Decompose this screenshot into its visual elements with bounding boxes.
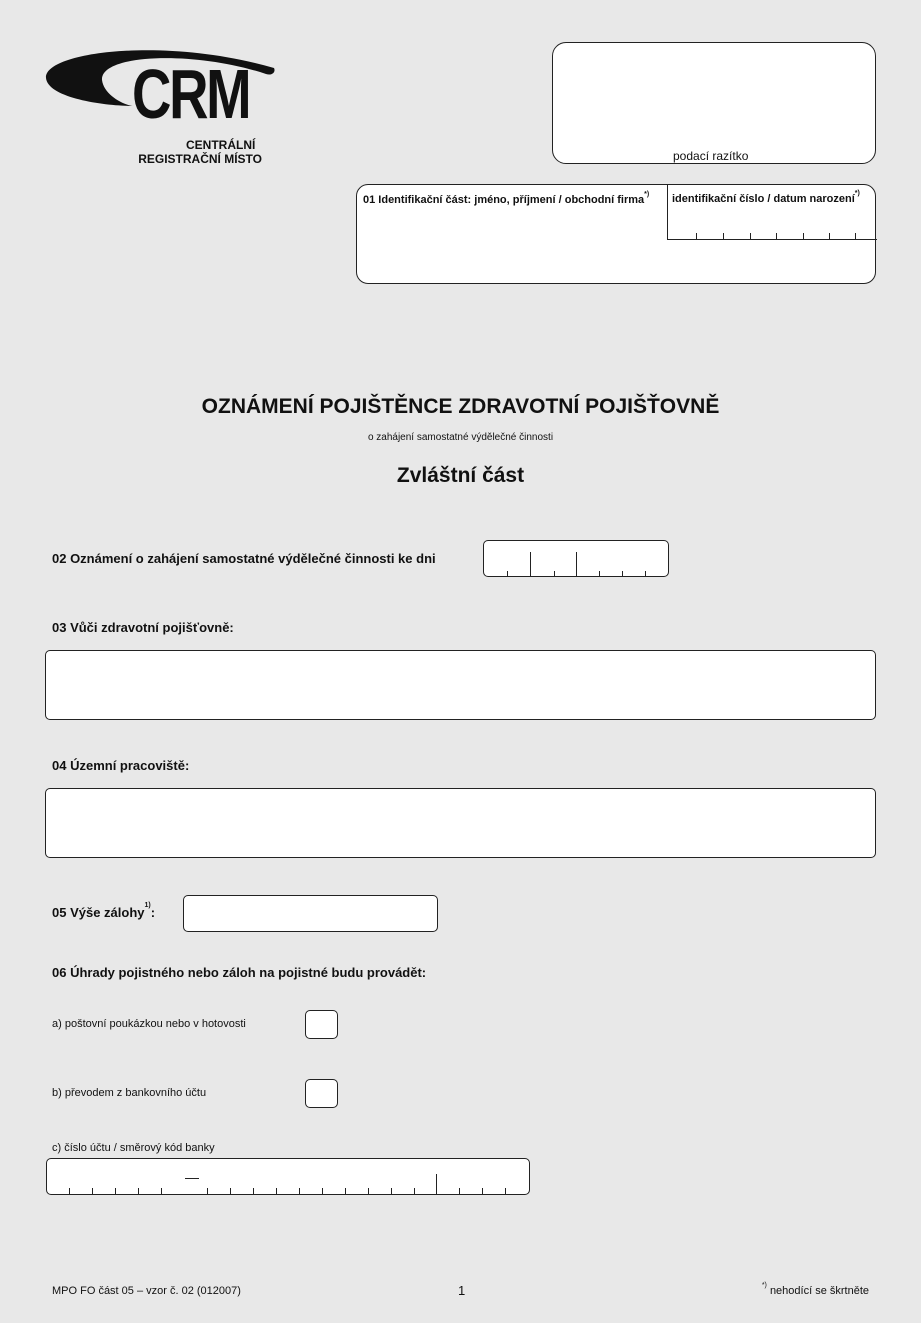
- account-tick: [69, 1188, 70, 1194]
- date-tick: [576, 552, 577, 576]
- option-a-checkbox[interactable]: [305, 1010, 338, 1039]
- footer-note: [761, 1282, 869, 1297]
- page-title: OZNÁMENÍ POJIŠTĚNCE ZDRAVOTNÍ POJIŠŤOVNĚ: [201, 395, 720, 418]
- account-tick: [345, 1188, 346, 1194]
- option-c-label: c) číslo účtu / směrový kód banky: [52, 1142, 215, 1154]
- id-number-label-text: identifikační číslo / datum narození: [672, 193, 855, 205]
- id-number-label-sup: *): [854, 190, 860, 197]
- account-tick: [299, 1188, 300, 1194]
- account-tick: [459, 1188, 460, 1194]
- insurance-company-label: 03 Vůči zdravotní pojišťovně:: [52, 620, 234, 635]
- identification-label-sup: *): [644, 191, 650, 198]
- id-tick: [803, 233, 804, 239]
- account-separator: —: [185, 1169, 199, 1185]
- regional-office-field[interactable]: [45, 788, 876, 858]
- date-tick: [507, 571, 508, 576]
- start-date-label: 02 Oznámení o zahájení samostatné výdělečné činnosti ke dni: [52, 551, 436, 566]
- id-tick: [750, 233, 751, 239]
- id-number-label: [672, 190, 860, 205]
- account-tick: [207, 1188, 208, 1194]
- account-tick: [436, 1174, 437, 1194]
- id-tick: [776, 233, 777, 239]
- account-tick: [391, 1188, 392, 1194]
- date-tick: [599, 571, 600, 576]
- bank-account-field[interactable]: [46, 1158, 530, 1195]
- payment-method-label: 06 Úhrady pojistného nebo záloh na pojistné budu provádět:: [52, 965, 427, 980]
- identification-label: [363, 191, 650, 206]
- account-tick: [115, 1188, 116, 1194]
- identification-label-text: 01 Identifikační část: jméno, příjmení / obchodní firma: [363, 194, 645, 206]
- account-tick: [92, 1188, 93, 1194]
- start-date-field[interactable]: [483, 540, 669, 577]
- account-tick: [368, 1188, 369, 1194]
- id-tick: [723, 233, 724, 239]
- advance-amount-label-sup: 1): [144, 902, 151, 909]
- page-subtitle: o zahájení samostatné výdělečné činnosti: [367, 432, 554, 443]
- account-tick: [253, 1188, 254, 1194]
- id-tick: [696, 233, 697, 239]
- date-tick: [530, 552, 531, 576]
- footer-note-text: nehodící se škrtněte: [769, 1285, 869, 1297]
- id-number-field[interactable]: [667, 184, 877, 240]
- date-tick: [645, 571, 646, 576]
- account-tick: [230, 1188, 231, 1194]
- account-tick: [276, 1188, 277, 1194]
- date-tick: [622, 571, 623, 576]
- account-tick: [161, 1188, 162, 1194]
- stamp-label: podací razítko: [673, 149, 749, 163]
- option-b-checkbox[interactable]: [305, 1079, 338, 1108]
- advance-amount-label-colon: :: [150, 905, 156, 920]
- account-tick: [138, 1188, 139, 1194]
- date-tick: [554, 571, 555, 576]
- account-tick: [482, 1188, 483, 1194]
- option-b-label: b) převodem z bankovního účtu: [52, 1087, 207, 1099]
- advance-amount-label: [52, 902, 156, 920]
- footer-form-id: MPO FO část 05 – vzor č. 02 (012007): [52, 1285, 241, 1297]
- crm-logo-line1: CENTRÁLNÍ: [186, 138, 256, 152]
- regional-office-label: 04 Územní pracoviště:: [52, 758, 190, 773]
- crm-logo-mark: CRM: [132, 55, 250, 133]
- crm-logo: [44, 40, 279, 170]
- id-tick: [855, 233, 856, 239]
- stamp-box[interactable]: [552, 42, 876, 164]
- advance-amount-label-text: 05 Výše zálohy: [52, 905, 145, 920]
- footer-note-sup: *): [761, 1282, 767, 1289]
- option-a-label: a) poštovní poukázkou nebo v hotovosti: [52, 1018, 246, 1030]
- insurance-company-field[interactable]: [45, 650, 876, 720]
- footer-page-number: 1: [458, 1283, 466, 1298]
- crm-logo-line2: REGISTRAČNÍ MÍSTO: [138, 152, 262, 166]
- identification-box[interactable]: [356, 184, 876, 284]
- advance-amount-field[interactable]: [183, 895, 438, 932]
- id-tick: [829, 233, 830, 239]
- part-title: Zvláštní část: [396, 464, 525, 487]
- account-tick: [505, 1188, 506, 1194]
- account-tick: [322, 1188, 323, 1194]
- account-tick: [414, 1188, 415, 1194]
